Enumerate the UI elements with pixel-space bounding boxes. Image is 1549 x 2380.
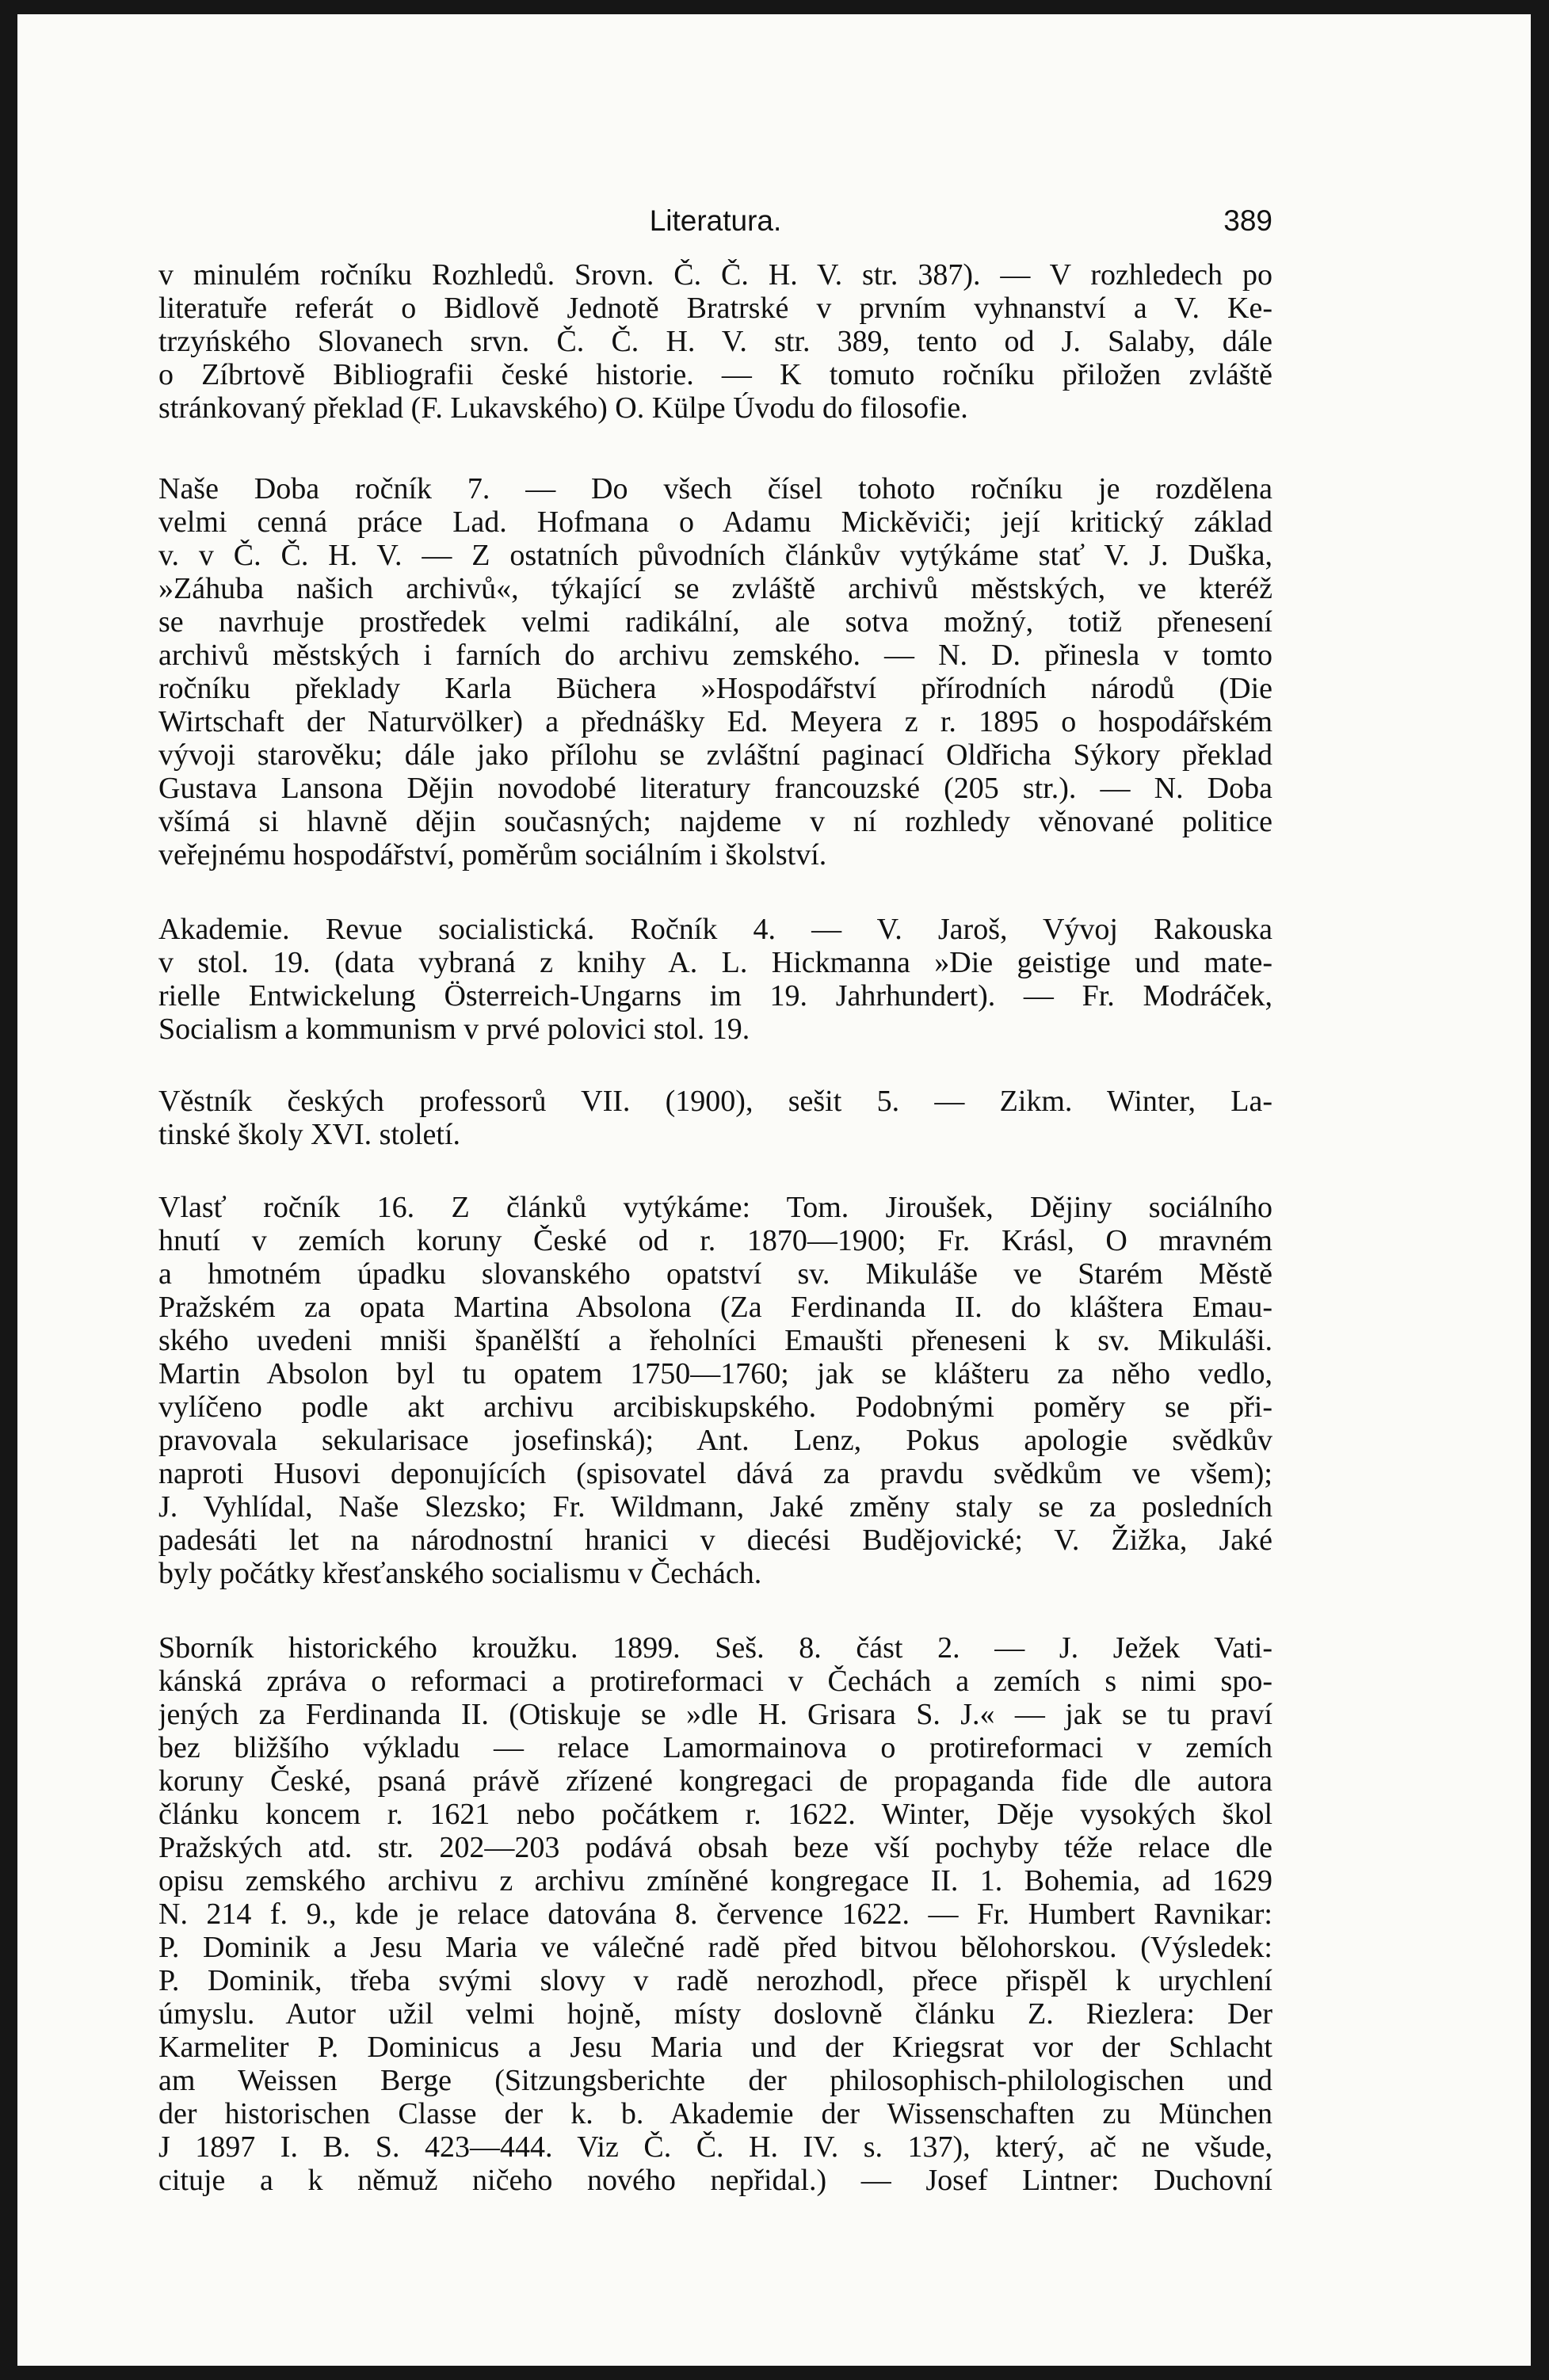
text-line: bez bližšího výkladu — relace Lamormainova o protireformaci v zemích (158, 1732, 1272, 1764)
text-line: Pražských atd. str. 202—203 podává obsah beze vší pochyby téže relace dle (158, 1832, 1272, 1863)
text-line: J 1897 I. B. S. 423—444. Viz Č. Č. H. IV. s. 137), který, ač ne všude, (158, 2131, 1272, 2163)
text-line: v. v Č. Č. H. V. — Z ostatních původních článkův vytýkáme stať V. J. Duška, (158, 540, 1272, 571)
text-line: der historischen Classe der k. b. Akademie der Wissenschaften zu München (158, 2098, 1272, 2130)
text-line: naproti Husovi deponujících (spisovatel dává za pravdu svědkům ve všem); (158, 1458, 1272, 1489)
text-line: Martin Absolon byl tu opatem 1750—1760; jak se klášteru za něho vedlo, (158, 1358, 1272, 1390)
text-line: Sborník historického kroužku. 1899. Seš. 8. část 2. — J. Ježek Vati- (158, 1632, 1272, 1664)
text-line: pravovala sekularisace josefinská); Ant. Lenz, Pokus apologie svědkův (158, 1425, 1272, 1456)
text-line: úmyslu. Autor užil velmi hojně, místy doslovně článku Z. Riezlera: Der (158, 1998, 1272, 2030)
text-line: ročníku překlady Karla Büchera »Hospodářství přírodních národů (Die (158, 673, 1272, 704)
text-line: v stol. 19. (data vybraná z knihy A. L. Hickmanna »Die geistige und mate- (158, 947, 1272, 978)
text-line: cituje a k němuž ničeho nového nepřidal.) — Josef Lintner: Duchovní (158, 2165, 1272, 2196)
text-line: článku koncem r. 1621 nebo počátkem r. 1622. Winter, Děje vysokých škol (158, 1798, 1272, 1830)
text-line: Socialism a kommunism v prvé polovici stol. 19. (158, 1013, 750, 1045)
text-line: Gustava Lansona Dějin novodobé literatury francouzské (205 str.). — N. Doba (158, 772, 1272, 804)
text-line: P. Dominik, třeba svými slovy v radě nerozhodl, přece přispěl k urychlení (158, 1965, 1272, 1997)
text-line: v minulém ročníku Rozhledů. Srovn. Č. Č. H. V. str. 387). — V rozhledech po (158, 259, 1272, 291)
text-line: opisu zemského archivu z archivu zmíněné kongregace II. 1. Bohemia, ad 1629 (158, 1865, 1272, 1897)
text-line: N. 214 f. 9., kde je relace datována 8. července 1622. — Fr. Humbert Ravnikar: (158, 1898, 1272, 1930)
header-title: Literatura. (649, 204, 782, 237)
text-line: archivů městských i farních do archivu zemského. — N. D. přinesla v tomto (158, 639, 1272, 671)
page-number: 389 (1223, 204, 1272, 237)
text-line: jených za Ferdinanda II. (Otiskuje se »dle H. Grisara S. J.« — jak se tu praví (158, 1699, 1272, 1730)
text-line: Wirtschaft der Naturvölker) a přednášky Ed. Meyera z r. 1895 o hospodářském (158, 706, 1272, 738)
text-line: všímá si hlavně dějin současných; najdeme v ní rozhledy věnované politice (158, 806, 1272, 837)
running-header (158, 204, 1272, 239)
text-line: rielle Entwickelung Österreich-Ungarns im 19. Jahrhundert). — Fr. Modráček, (158, 980, 1272, 1012)
text-line: koruny České, psaná právě zřízené kongregaci de propaganda fide dle autora (158, 1765, 1272, 1797)
text-line: padesáti let na národnostní hranici v diecési Budějovické; V. Žižka, Jaké (158, 1524, 1272, 1556)
text-line: Akademie. Revue socialistická. Ročník 4. — V. Jaroš, Vývoj Rakouska (158, 913, 1272, 945)
text-line: velmi cenná práce Lad. Hofmana o Adamu Mickěviči; její kritický základ (158, 506, 1272, 538)
text-line: vylíčeno podle akt archivu arcibiskupského. Podobnými poměry se při- (158, 1391, 1272, 1423)
text-line: se navrhuje prostředek velmi radikální, ale sotva možný, totiž přenesení (158, 606, 1272, 638)
text-line: J. Vyhlídal, Naše Slezsko; Fr. Wildmann, Jaké změny staly se za posledních (158, 1491, 1272, 1523)
text-line: byly počátky křesťanského socialismu v Čechách. (158, 1558, 762, 1589)
text-line: P. Dominik a Jesu Maria ve válečné radě před bitvou bělohorskou. (Výsledek: (158, 1932, 1272, 1963)
text-line: am Weissen Berge (Sitzungsberichte der philosophisch-philologischen und (158, 2065, 1272, 2096)
text-line: hnutí v zemích koruny České od r. 1870—1900; Fr. Krásl, O mravném (158, 1225, 1272, 1257)
text-line: Karmeliter P. Dominicus a Jesu Maria und der Kriegsrat vor der Schlacht (158, 2031, 1272, 2063)
text-line: kánská zpráva o reformaci a protireformaci v Čechách a zemích s nimi spo- (158, 1665, 1272, 1697)
text-line: a hmotném úpadku slovanského opatství sv. Mikuláše ve Starém Městě (158, 1258, 1272, 1290)
text-line: Věstník českých professorů VII. (1900), sešit 5. — Zikm. Winter, La- (158, 1085, 1272, 1117)
text-line: ského uvedeni mniši španělští a řeholníci Emaušti přeneseni k sv. Mikuláši. (158, 1325, 1272, 1356)
text-line: Naše Doba ročník 7. — Do všech čísel tohoto ročníku je rozdělena (158, 473, 1272, 505)
text-line: Pražském za opata Martina Absolona (Za Ferdinanda II. do kláštera Emau- (158, 1291, 1272, 1323)
text-line: stránkovaný překlad (F. Lukavského) O. Külpe Úvodu do filosofie. (158, 392, 968, 424)
text-line: veřejnému hospodářství, poměrům sociálním i školství. (158, 839, 827, 871)
text-line: Vlasť ročník 16. Z článků vytýkáme: Tom. Jiroušek, Dějiny sociálního (158, 1192, 1272, 1223)
text-line: literatuře referát o Bidlově Jednotě Bratrské v prvním vyhnanství a V. Ke- (158, 292, 1272, 324)
text-line: trzyńského Slovanech srvn. Č. Č. H. V. str. 389, tento od J. Salaby, dále (158, 326, 1272, 357)
text-line: tinské školy XVI. století. (158, 1119, 461, 1150)
text-line: o Zíbrtově Bibliografii české historie. — K tomuto ročníku přiložen zvláště (158, 359, 1272, 391)
text-line: vývoji starověku; dále jako přílohu se zvláštní paginací Oldřicha Sýkory překlad (158, 739, 1272, 771)
text-line: »Záhuba našich archivů«, týkající se zvláště archivů městských, ve kteréž (158, 573, 1272, 605)
